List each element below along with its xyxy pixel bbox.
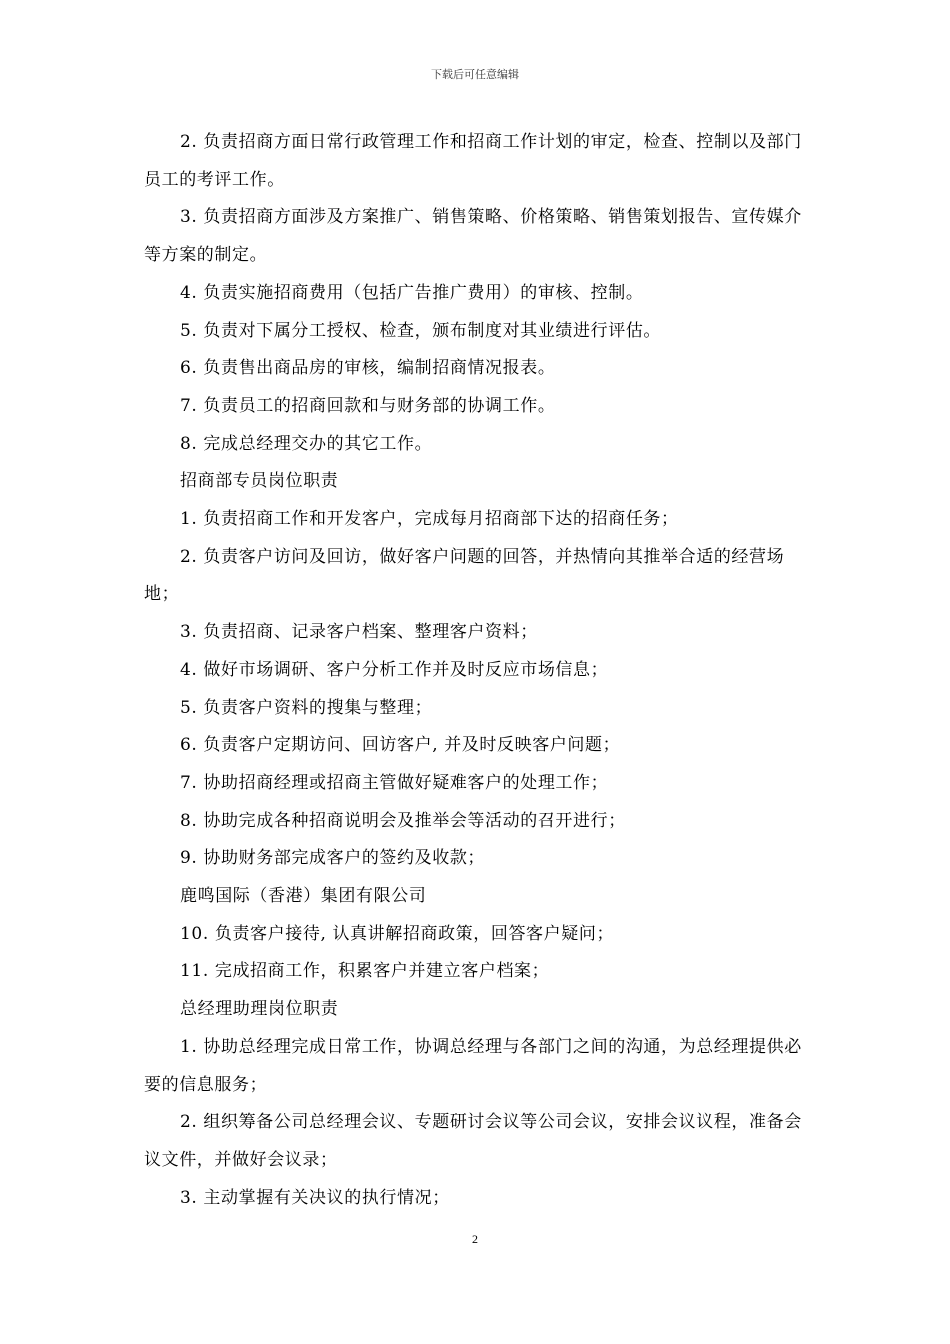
paragraph: 8. 协助完成各种招商说明会及推举会等活动的召开进行；	[180, 810, 626, 831]
paragraph: 8. 完成总经理交办的其它工作。	[180, 433, 433, 454]
paragraph: 6. 负责售出商品房的审核，编制招商情况报表。	[180, 358, 556, 379]
paragraph: 3. 主动掌握有关决议的执行情况；	[180, 1187, 450, 1208]
company-name-line: 鹿鸣国际（香港）集团有限公司	[180, 886, 427, 907]
paragraph: 11. 完成招商工作，积累客户并建立客户档案；	[180, 961, 550, 982]
section-heading: 招商部专员岗位职责	[180, 471, 339, 492]
paragraph: 10. 负责客户接待, 认真讲解招商政策，回答客户疑问；	[180, 923, 615, 944]
paragraph: 4. 负责实施招商费用（包括广告推广费用）的审核、控制。	[180, 282, 644, 303]
paragraph: 1. 协助总经理完成日常工作，协调总经理与各部门之间的沟通，为总经理提供必要的信息服务；	[144, 1036, 802, 1095]
paragraph: 5. 负责对下属分工授权、检查，颁布制度对其业绩进行评估。	[180, 320, 662, 341]
page-number: 2	[472, 1232, 478, 1246]
paragraph: 1. 负责招商工作和开发客户，完成每月招商部下达的招商任务；	[180, 509, 679, 530]
paragraph: 7. 协助招商经理或招商主管做好疑难客户的处理工作；	[180, 772, 609, 793]
document-body	[144, 124, 806, 1217]
paragraph: 7. 负责员工的招商回款和与财务部的协调工作。	[180, 395, 556, 416]
paragraph: 2. 负责招商方面日常行政管理工作和招商工作计划的审定，检查、控制以及部门员工的考评工作。	[144, 132, 802, 190]
paragraph: 6. 负责客户定期访问、回访客户, 并及时反映客户问题；	[180, 735, 621, 756]
paragraph: 3. 负责招商、记录客户档案、整理客户资料；	[180, 622, 538, 643]
paragraph: 9. 协助财务部完成客户的签约及收款；	[180, 848, 486, 869]
paragraph: 3. 负责招商方面涉及方案推广、销售策略、价格策略、销售策划报告、宣传媒介等方案的制定。	[144, 207, 802, 266]
paragraph: 4. 做好市场调研、客户分析工作并及时反应市场信息；	[180, 659, 609, 680]
section-heading: 总经理助理岗位职责	[180, 999, 339, 1020]
paragraph: 5. 负责客户资料的搜集与整理；	[180, 697, 433, 718]
paragraph: 2. 组织筹备公司总经理会议、专题研讨会议等公司会议，安排会议议程，准备会议文件，并做好会议录；	[144, 1112, 802, 1170]
page-header: 下载后可任意编辑	[431, 68, 519, 81]
paragraph: 2. 负责客户访问及回访，做好客户问题的回答，并热情向其推举合适的经营场地；	[144, 546, 785, 605]
